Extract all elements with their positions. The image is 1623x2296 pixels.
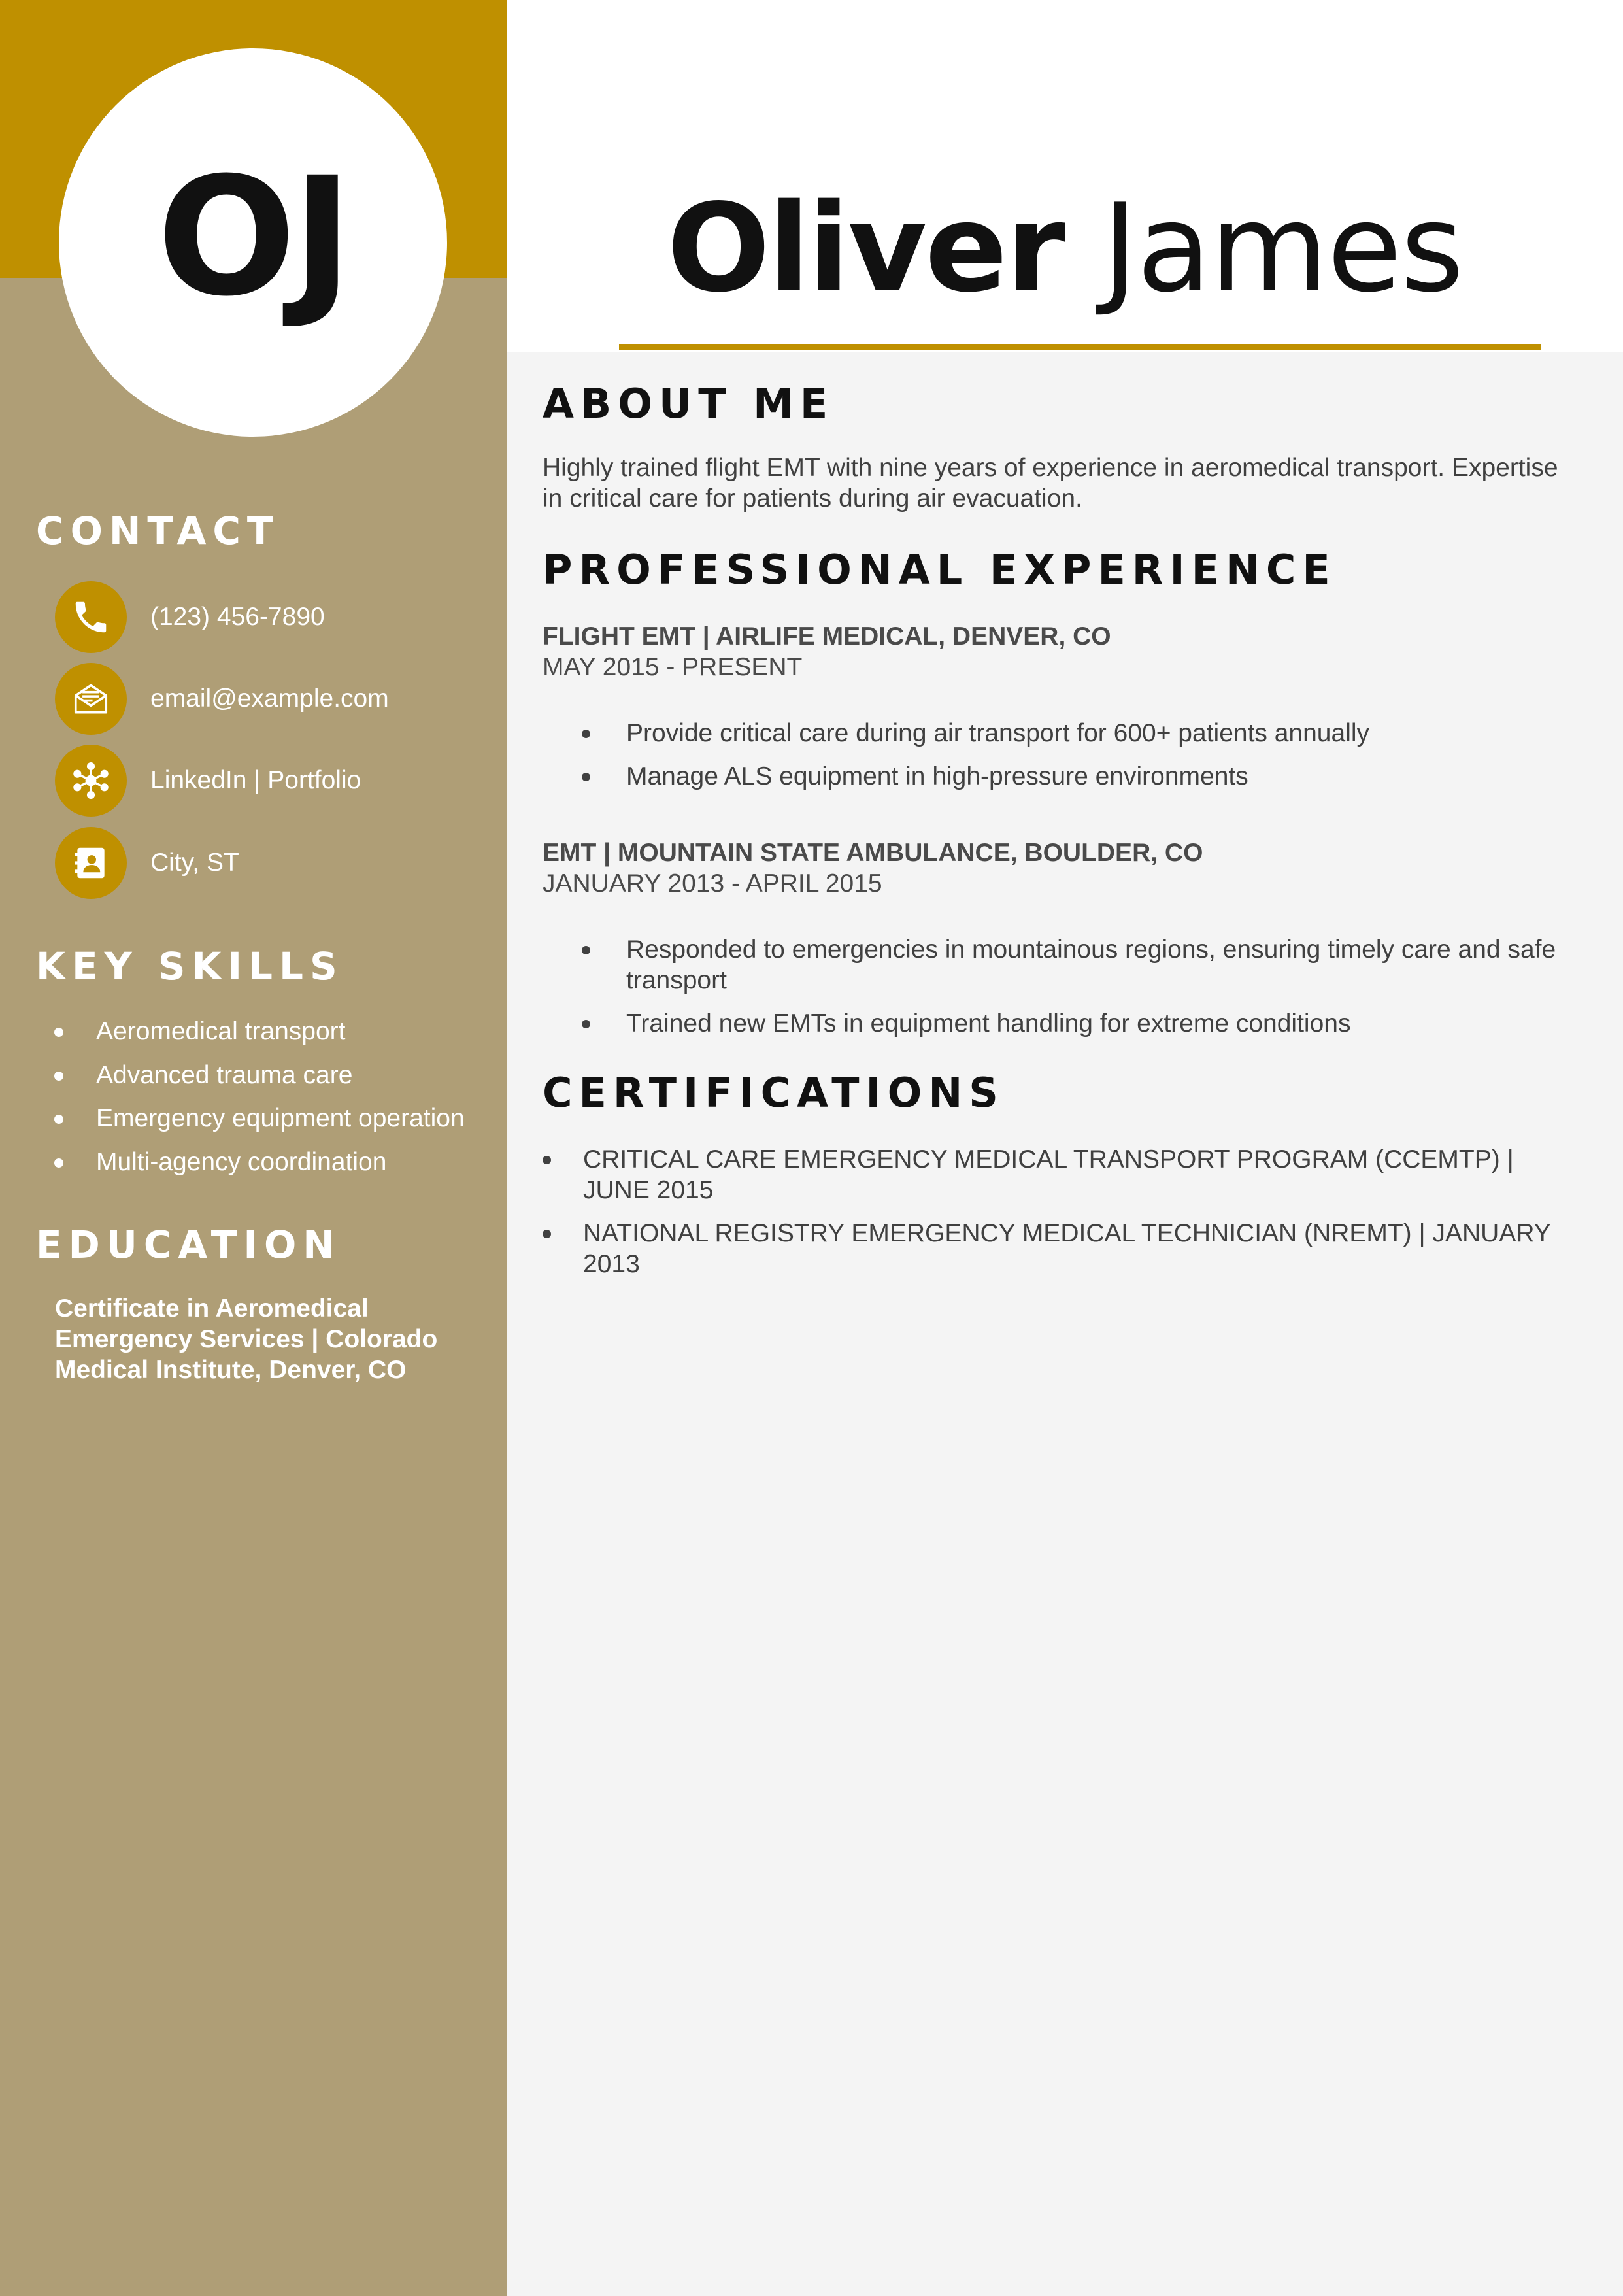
- monogram-text: OJ: [157, 141, 349, 332]
- certifications-heading: CERTIFICATIONS: [543, 1069, 1005, 1117]
- list-item: Multi-agency coordination: [36, 1146, 465, 1190]
- phone-icon: [55, 581, 127, 653]
- contact-location-text: City, ST: [150, 849, 239, 877]
- job-bullets: [543, 934, 1562, 1051]
- network-icon: [55, 745, 127, 817]
- skills-list: [36, 1015, 465, 1189]
- monogram-badge: [59, 48, 447, 437]
- list-item: Trained new EMTs in equipment handling for extreme conditions: [543, 1008, 1562, 1039]
- contact-location: [55, 827, 239, 899]
- education-heading: EDUCATION: [36, 1223, 341, 1267]
- certifications-list: [543, 1144, 1562, 1292]
- contact-phone-text: (123) 456-7890: [150, 603, 325, 631]
- skills-heading: KEY SKILLS: [36, 944, 344, 988]
- contact-heading: CONTACT: [36, 509, 280, 553]
- list-item: NATIONAL REGISTRY EMERGENCY MEDICAL TECHNICIAN (NREMT) | JANUARY 2013: [543, 1218, 1562, 1279]
- list-item: Advanced trauma care: [36, 1059, 465, 1103]
- list-item: Emergency equipment operation: [36, 1102, 465, 1146]
- last-name: James: [1102, 177, 1463, 319]
- job-dates: MAY 2015 - PRESENT: [543, 653, 803, 681]
- list-item: Aeromedical transport: [36, 1015, 465, 1059]
- first-name: Oliver: [667, 177, 1064, 319]
- job-bullets: [543, 718, 1562, 804]
- list-item: Responded to emergencies in mountainous regions, ensuring timely care and safe transport: [543, 934, 1562, 996]
- list-item: Provide critical care during air transport for 600+ patients annually: [543, 718, 1562, 749]
- job-dates: JANUARY 2013 - APRIL 2015: [543, 869, 882, 898]
- job-title: EMT | MOUNTAIN STATE AMBULANCE, BOULDER, CO: [543, 839, 1203, 867]
- about-text: Highly trained flight EMT with nine years of experience in aeromedical transport. Expertise in critical care for patients during air evacuation.: [543, 454, 1558, 513]
- contact-links-text: LinkedIn | Portfolio: [150, 766, 361, 794]
- contact-email-text: email@example.com: [150, 684, 389, 713]
- job-title: FLIGHT EMT | AIRLIFE MEDICAL, DENVER, CO: [543, 622, 1111, 650]
- contact-email: [55, 663, 389, 735]
- about-heading: ABOUT ME: [543, 380, 835, 428]
- candidate-name: [507, 170, 1623, 327]
- list-item: CRITICAL CARE EMERGENCY MEDICAL TRANSPORT PROGRAM (CCEMTP) | JUNE 2015: [543, 1144, 1562, 1206]
- contact-card-icon: [55, 827, 127, 899]
- contact-phone: [55, 581, 325, 653]
- education-entry: Certificate in Aeromedical Emergency Services | Colorado Medical Institute, Denver, CO: [55, 1294, 438, 1384]
- list-item: Manage ALS equipment in high-pressure environments: [543, 761, 1562, 792]
- envelope-icon: [55, 663, 127, 735]
- name-underline: [619, 344, 1541, 350]
- experience-heading: PROFESSIONAL EXPERIENCE: [543, 546, 1337, 594]
- contact-links: [55, 745, 361, 817]
